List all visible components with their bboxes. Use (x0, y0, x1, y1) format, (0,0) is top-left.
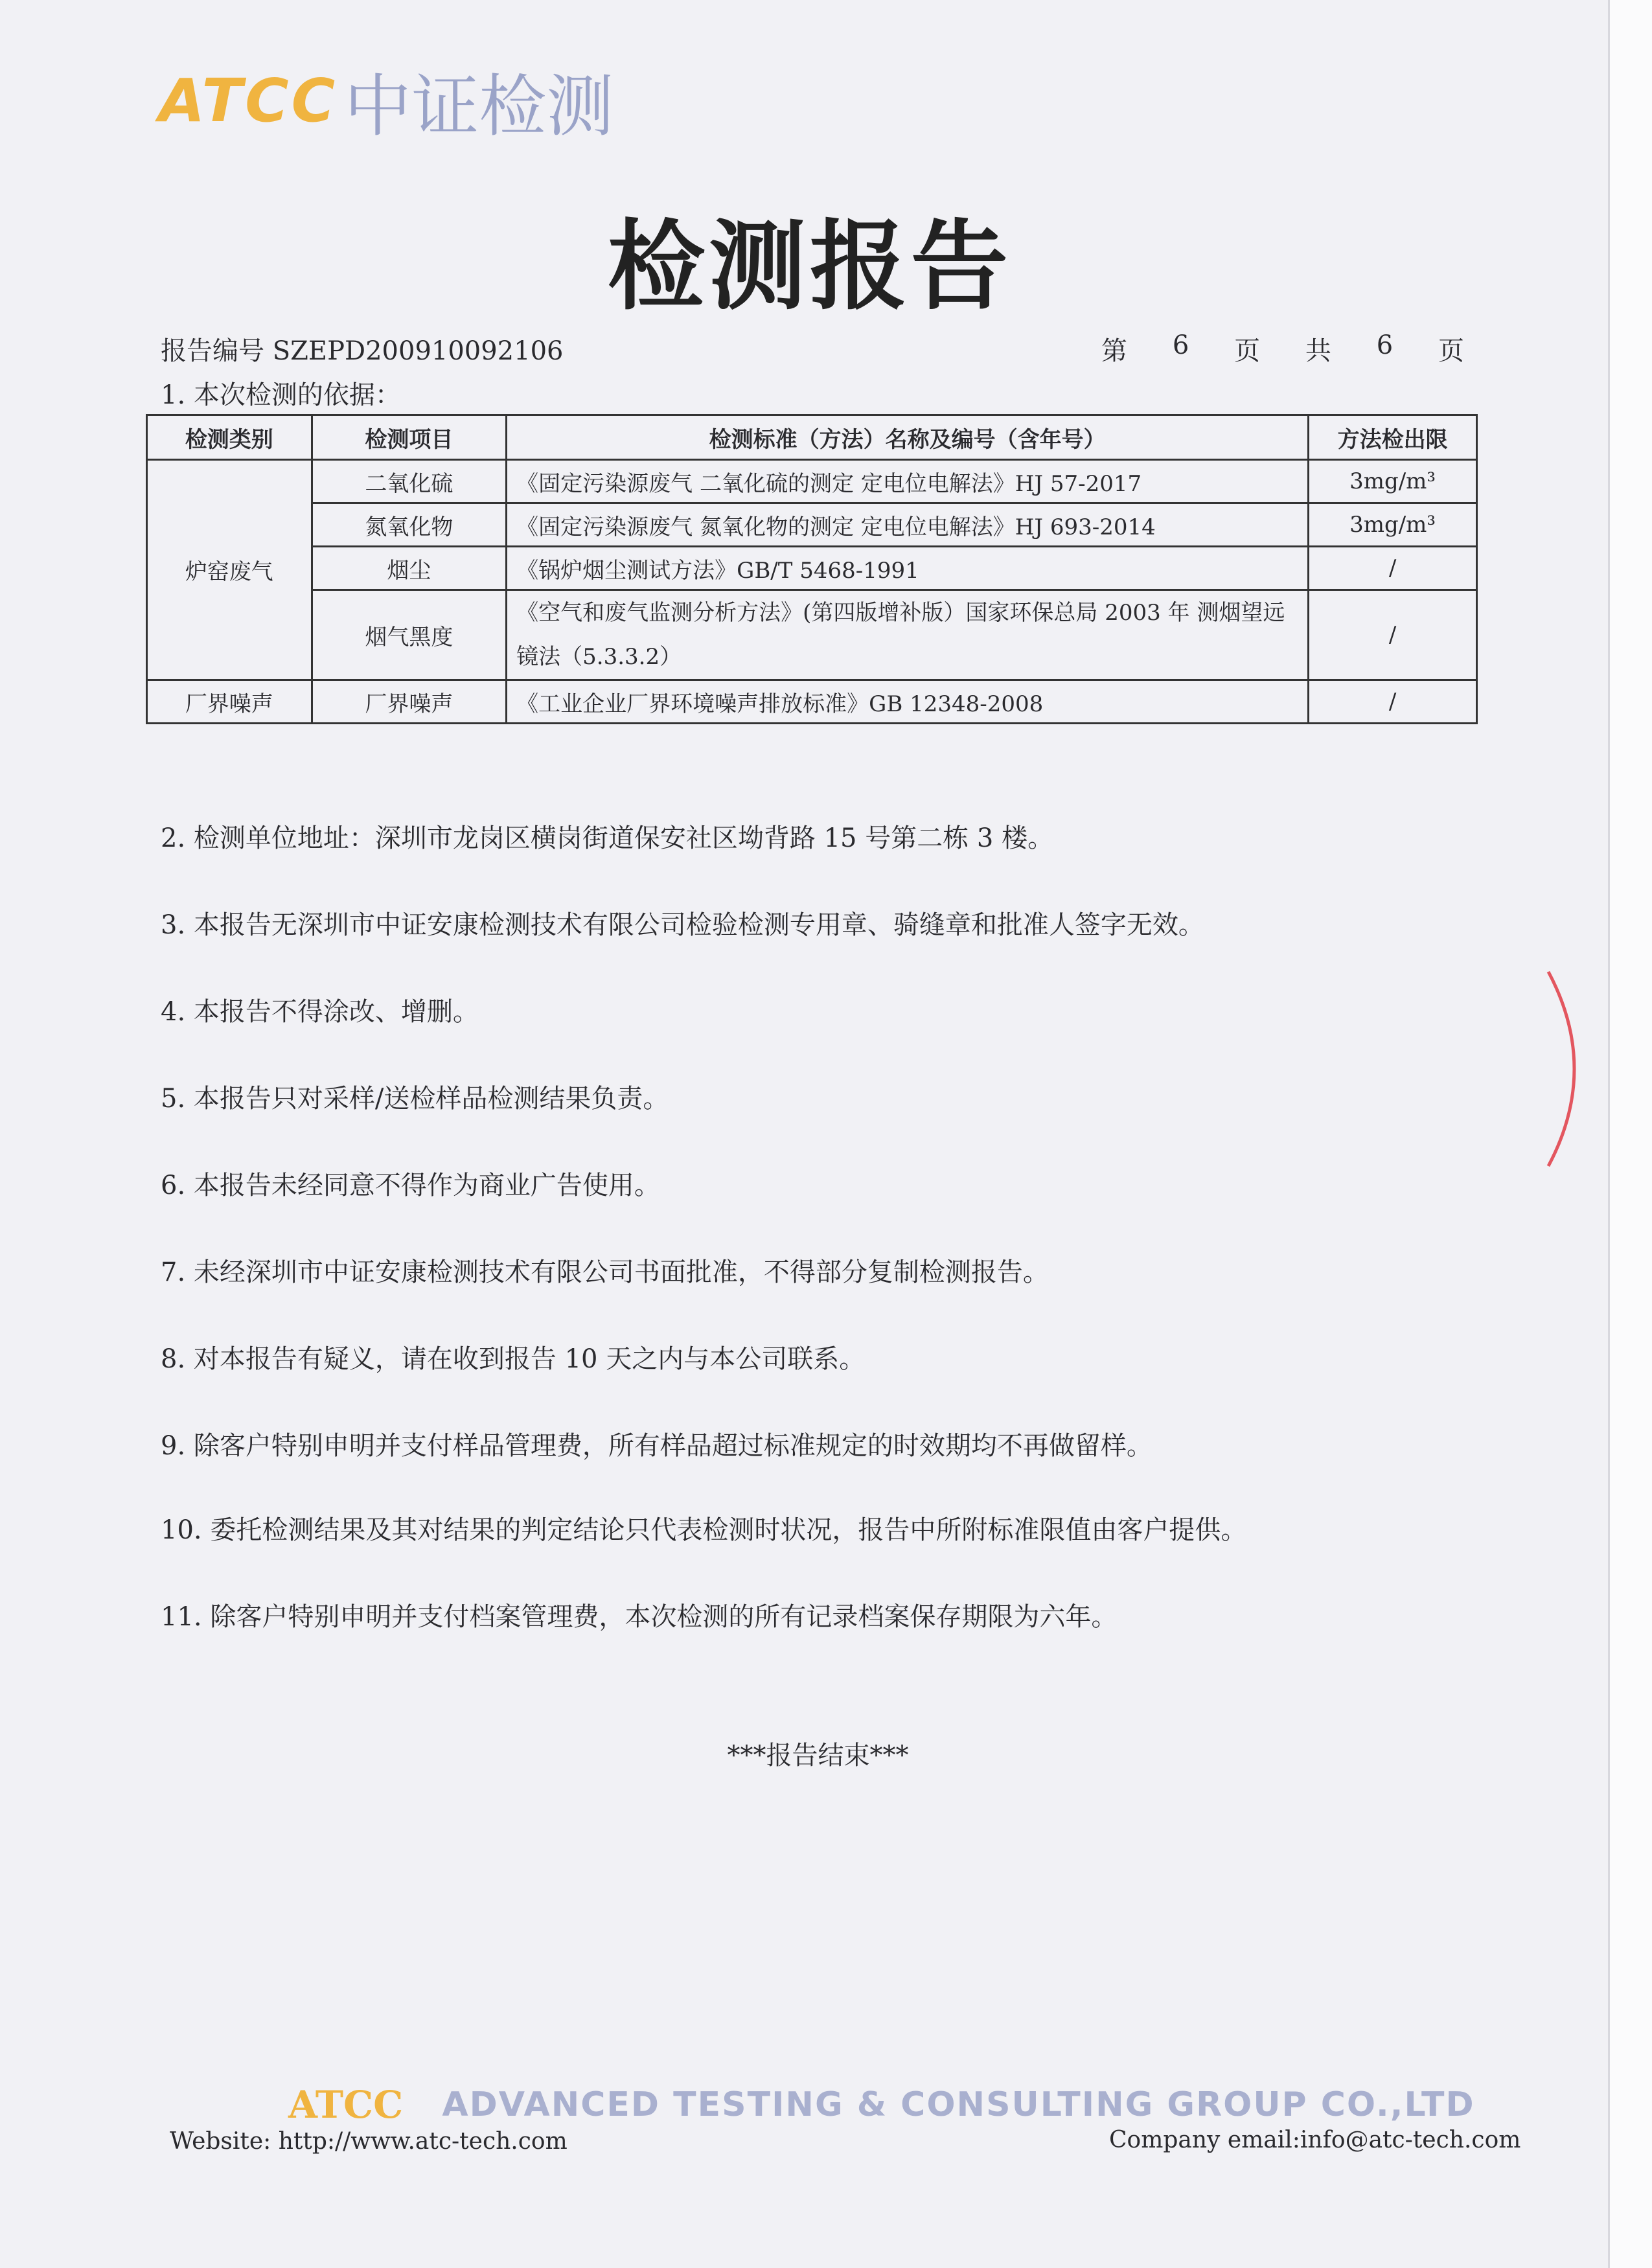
footer-website: Website: http://www.atc-tech.com (170, 2128, 568, 2155)
footer-logo-text: ATCC (288, 2083, 404, 2127)
table-row (147, 547, 1477, 590)
page-total: 6 (1376, 330, 1394, 360)
company-logo (159, 62, 614, 146)
table-row (147, 503, 1477, 547)
page-info (1101, 330, 1464, 367)
standard-cell: 《固定污染源废气 二氧化硫的测定 定电位电解法》HJ 57-2017 (507, 460, 1309, 503)
note-item: 3. 本报告无深圳市中证安康检测技术有限公司检验检测专用章、骑缝章和批准人签字无效。 (161, 910, 1204, 940)
footer-company-name: ADVANCED TESTING & CONSULTING GROUP CO.,LTD (442, 2085, 1475, 2124)
note-item: 8. 对本报告有疑义，请在收到报告 10 天之内与本公司联系。 (161, 1344, 866, 1374)
table-row (147, 590, 1477, 680)
standard-cell: 《锅炉烟尘测试方法》GB/T 5468-1991 (507, 547, 1309, 590)
logo-en: ATCC (159, 65, 338, 135)
end-marker: ***报告结束*** (727, 1741, 909, 1770)
item-cell: 氮氧化物 (312, 503, 507, 547)
header-cell: 方法检出限 (1309, 415, 1477, 460)
header-cell: 检测标准（方法）名称及编号（含年号） (507, 415, 1309, 460)
item-cell: 烟尘 (312, 547, 507, 590)
standard-cell: 《固定污染源废气 氮氧化物的测定 定电位电解法》HJ 693-2014 (507, 503, 1309, 547)
page-current: 6 (1172, 330, 1189, 360)
table-header-row (147, 415, 1477, 460)
section-heading: 1. 本次检测的依据： (161, 380, 401, 410)
category-cell: 厂界噪声 (147, 680, 312, 724)
note-item: 11. 除客户特别申明并支付档案管理费，本次检测的所有记录档案保存期限为六年。 (161, 1602, 1118, 1632)
page-label: 共 (1305, 336, 1331, 366)
note-item: 10. 委托检测结果及其对结果的判定结论只代表检测时状况，报告中所附标准限值由客户提供。 (161, 1515, 1247, 1545)
note-item: 5. 本报告只对采样/送检样品检测结果负责。 (161, 1084, 669, 1114)
page-label: 第 (1101, 336, 1127, 366)
note-item: 7. 未经深圳市中证安康检测技术有限公司书面批准，不得部分复制检测报告。 (161, 1257, 1049, 1287)
category-cell: 炉窑废气 (147, 460, 312, 680)
item-cell: 烟气黑度 (312, 590, 507, 680)
note-item: 2. 检测单位地址：深圳市龙岗区横岗街道保安社区坳背路 15 号第二栋 3 楼。 (161, 823, 1054, 853)
limit-cell: / (1309, 547, 1477, 590)
note-item: 4. 本报告不得涂改、增删。 (161, 997, 479, 1027)
item-cell: 厂界噪声 (312, 680, 507, 724)
report-number: 报告编号 SZEPD200910092106 (161, 336, 564, 366)
footer-email: Company email:info@atc-tech.com (1109, 2127, 1521, 2153)
document-title: 检测报告 (607, 211, 1012, 323)
note-item: 6. 本报告未经同意不得作为商业广告使用。 (161, 1171, 660, 1200)
item-cell: 二氧化硫 (312, 460, 507, 503)
limit-cell: / (1309, 680, 1477, 724)
table-row (147, 680, 1477, 724)
page-label: 页 (1438, 336, 1464, 366)
limit-cell: 3mg/m³ (1309, 460, 1477, 503)
page-label: 页 (1234, 336, 1261, 366)
limit-cell: / (1309, 590, 1477, 680)
standard-cell: 《工业企业厂界环境噪声排放标准》GB 12348-2008 (507, 680, 1309, 724)
table-row (147, 460, 1477, 503)
header-cell: 检测类别 (147, 415, 312, 460)
standard-cell: 《空气和废气监测分析方法》(第四版增补版）国家环保总局 2003 年 测烟望远镜法（5.3.3.2） (507, 590, 1309, 680)
red-stamp-arc (1529, 959, 1607, 1179)
logo-cn: 中证检测 (344, 67, 614, 146)
page-edge (1608, 0, 1652, 2268)
limit-cell: 3mg/m³ (1309, 503, 1477, 547)
header-cell: 检测项目 (312, 415, 507, 460)
footer-logo (288, 2083, 1475, 2127)
note-item: 9. 除客户特别申明并支付样品管理费，所有样品超过标准规定的时效期均不再做留样。 (161, 1431, 1153, 1461)
standards-table (146, 414, 1478, 724)
